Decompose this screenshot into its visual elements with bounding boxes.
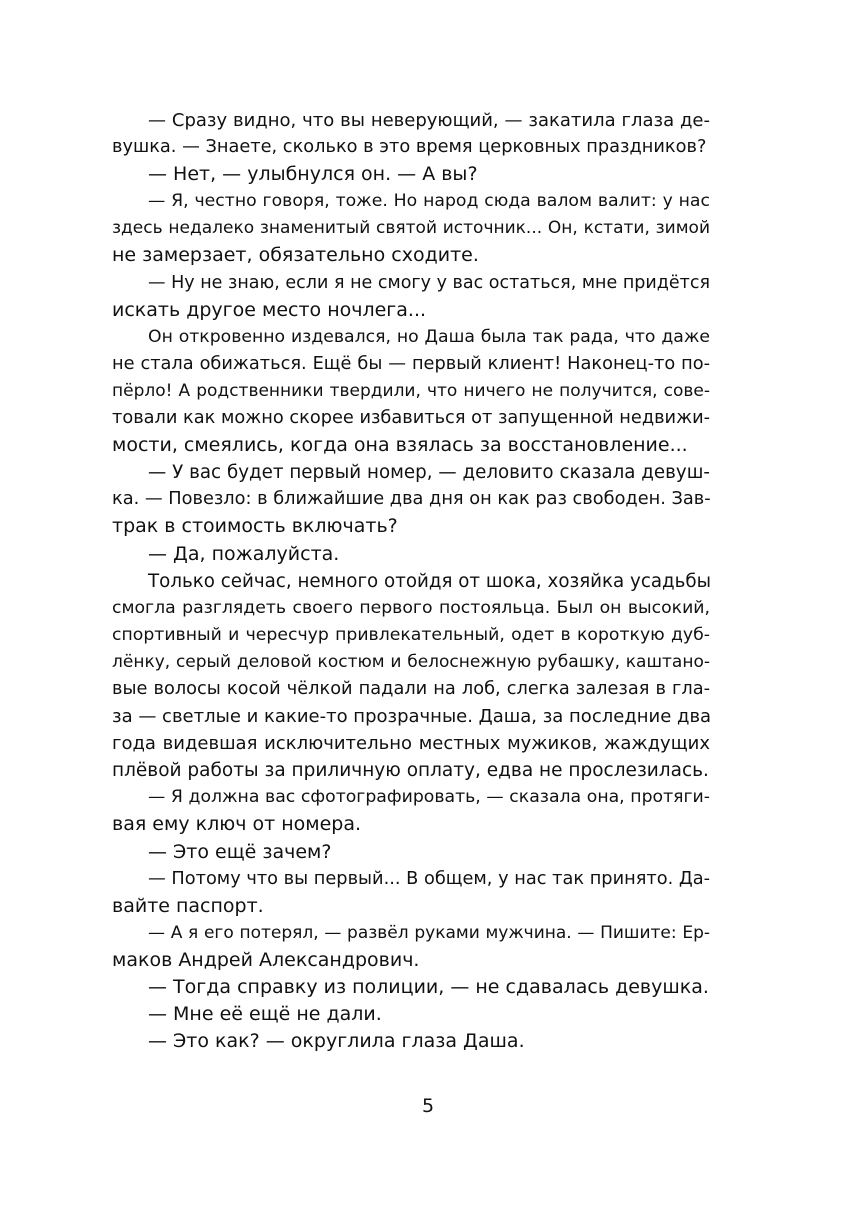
text-line: — Я должна вас сфотографировать, — сказала она, протяги- bbox=[148, 787, 710, 808]
text-line: — Сразу видно, что вы неверующий, — закатила глаза де- bbox=[148, 110, 710, 131]
text-line: Только сейчас, немного отойдя от шока, хозяйка усадьбы bbox=[148, 570, 712, 592]
text-line: маков Андрей Александрович. bbox=[112, 948, 420, 971]
text-line: вайте паспорт. bbox=[112, 894, 264, 917]
text-line: плёвой работы за приличную оплату, едва не прослезилась. bbox=[112, 760, 709, 782]
text-line: Он откровенно издевался, но Даша была так рада, что даже bbox=[148, 326, 710, 347]
text-line: смогла разглядеть своего первого постояльца. Был он высокий, bbox=[112, 597, 710, 618]
text-line: лёнку, серый деловой костюм и белоснежную рубашку, каштано- bbox=[112, 651, 710, 672]
text-line: вая ему ключ от номера. bbox=[112, 813, 362, 836]
text-line: — Потому что вы первый... В общем, у нас так принято. Да- bbox=[148, 868, 711, 889]
text-line: — Это ещё зачем? bbox=[148, 840, 332, 863]
text-line: пёрло! А родственники твердили, что ничего не получится, сове- bbox=[112, 380, 710, 401]
text-line: не замерзает, обязательно сходите. bbox=[112, 244, 479, 267]
text-line: — Мне её ещё не дали. bbox=[148, 1003, 382, 1026]
text-line: ка. — Повезло: в ближайшие два дня он как раз свободен. Зав- bbox=[112, 489, 711, 510]
text-line: — Ну не знаю, если я не смогу у вас остаться, мне придётся bbox=[148, 272, 710, 293]
text-line: спортивный и чересчур привлекательный, одет в короткую дуб- bbox=[112, 624, 710, 645]
text-line: трак в стоимость включать? bbox=[112, 515, 398, 538]
text-line: — Я, честно говоря, тоже. Но народ сюда валом валит: у нас bbox=[148, 191, 710, 212]
text-line: здесь недалеко знаменитый святой источник... Он, кстати, зимой bbox=[112, 218, 710, 239]
text-line: года видевшая исключительно местных мужиков, жаждущих bbox=[112, 733, 710, 755]
text-line: — Нет, — улыбнулся он. — А вы? bbox=[148, 163, 478, 186]
text-line: — А я его потерял, — развёл руками мужчина. — Пишите: Ер- bbox=[148, 922, 710, 943]
text-line: искать другое место ночлега... bbox=[112, 298, 427, 321]
text-line: не стала обижаться. Ещё бы — первый клиент! Наконец-то по- bbox=[112, 353, 710, 374]
text-line: вые волосы косой чёлкой падали на лоб, слегка залезая в гла- bbox=[112, 678, 710, 699]
text-line: — У вас будет первый номер, — деловито сказала девуш- bbox=[148, 462, 710, 484]
text-line: — Да, пожалуйста. bbox=[148, 542, 340, 565]
text-line: за — светлые и какие-то прозрачные. Даша, за последние два bbox=[112, 706, 712, 728]
text-line: — Тогда справку из полиции, — не сдавалась девушка. bbox=[148, 976, 709, 998]
text-line: — Это как? — округлила глаза Даша. bbox=[148, 1030, 525, 1053]
text-line: вушка. — Знаете, сколько в это время церковных праздников? bbox=[112, 137, 707, 158]
page-body-text bbox=[112, 107, 710, 1055]
text-line: товали как можно скорее избавиться от запущенной недвижи- bbox=[112, 408, 711, 429]
page-number: 5 bbox=[421, 1095, 435, 1117]
text-line: мости, смеялись, когда она взялась за восстановление... bbox=[112, 434, 688, 457]
